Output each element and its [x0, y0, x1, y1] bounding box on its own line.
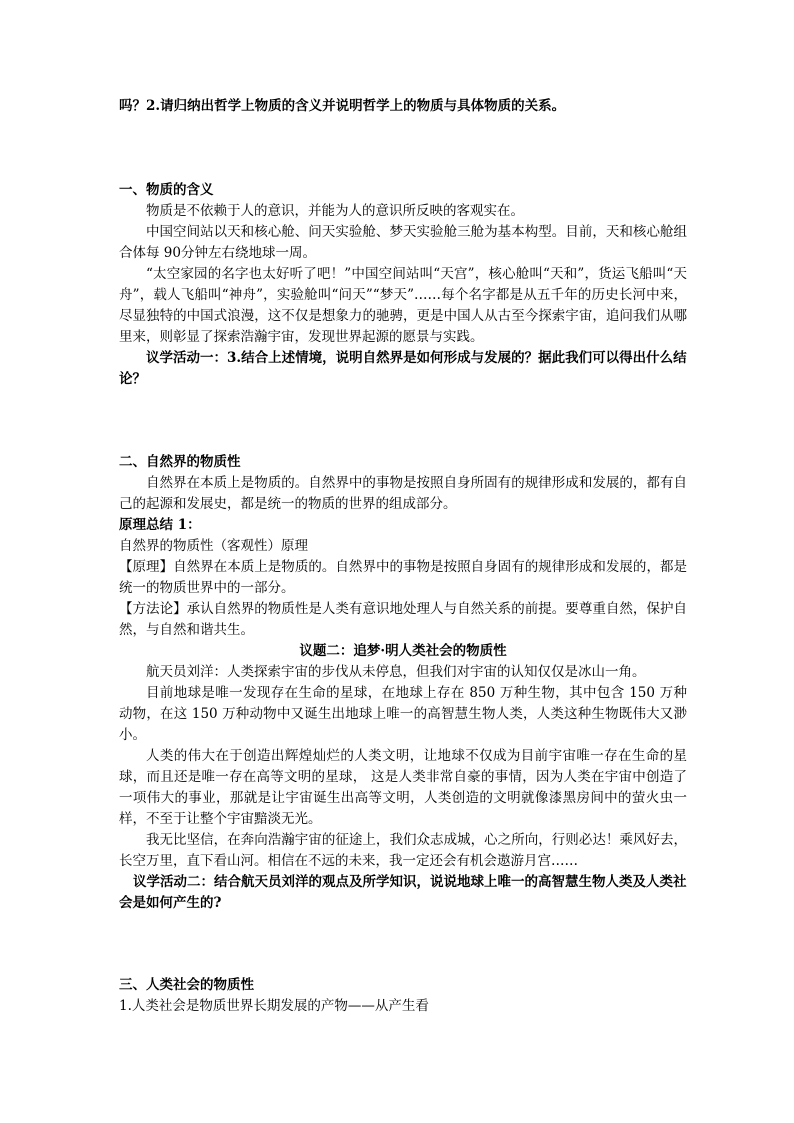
activity-1: 议学活动一：3.结合上述情境，说明自然界是如何形成与发展的？据此我们可以得出什么结论？: [119, 350, 687, 387]
astronaut-quote: 航天员刘洋：人类探索宇宙的步伐从未停息，但我们对宇宙的认知仅仅是冰山一角。: [146, 664, 646, 680]
names-paragraph: “太空家园的名字也太好听了吧！”中国空间站叫“天宫”，核心舱叫“天和”，货运飞船叫“天舟”，载人飞船叫“神舟”，实验舱叫“问天”“梦天”……每个名字都是从五千年的历史长河中来，尽显独特的中国式浪漫，这不仅是想象力的驰骋，更是中国人从古至今探索宇宙，追问我们从哪里来，则彰显了探索浩瀚宇宙，发现世界起源的愿景与实践。: [119, 266, 687, 345]
activity-2: 议学活动二：结合航天员刘洋的观点及所学知识，说说地球上唯一的高智慧生物人类及人类社会是如何产生的?: [119, 874, 687, 911]
answer-space: [119, 914, 687, 975]
earth-life-paragraph: 目前地球是唯一发现存在生命的星球，在地球上存在 850 万种生物，其中包含 150 万种动物，在这 150 万种动物中又诞生出地球上唯一的高智慧生物人类，人类这种生物既伟大又渺小。: [119, 685, 687, 743]
section-1-heading: 一、物质的含义: [119, 182, 214, 198]
principle-name: 自然界的物质性（客观性）原理: [119, 538, 308, 554]
matter-definition: 物质是不依赖于人的意识，并能为人的意识所反映的客观实在。: [146, 203, 524, 219]
civilization-paragraph: 人类的伟大在于创造出辉煌灿烂的人类文明，让地球不仅成为目前宇宙唯一存在生命的星球，而且还是唯一存在高等文明的星球， 这是人类非常自豪的事情，因为人类在宇宙中创造了一项伟大的事业，那就是让宇宙诞生出高等文明，人类创造的文明就像漆黑房间中的萤火虫一样，不至于让整个宇宙黯淡无光。: [119, 748, 687, 827]
answer-space: [119, 390, 687, 452]
belief-paragraph: 我无比坚信，在奔向浩瀚宇宙的征途上，我们众志成城，心之所向，行则必达！乘风好去，长空万里，直下看山河。相信在不远的未来，我一定还会有机会遨游月宫……: [119, 832, 687, 869]
principle-text: 【原理】自然界在本质上是物质的。自然界中的事物是按照自身固有的规律形成和发展的，都是统一的物质世界中的一部分。: [119, 559, 687, 596]
section-2-heading: 二、自然界的物质性: [119, 454, 241, 470]
question-continuation: 吗？2.请归纳出哲学上物质的含义并说明哲学上的物质与具体物质的关系。: [119, 98, 566, 114]
answer-space: [119, 117, 687, 180]
topic-2-title: 议题二：追梦·明人类社会的物质性: [299, 643, 507, 659]
document-page: [119, 96, 687, 1017]
section-3-heading: 三、人类社会的物质性: [119, 977, 254, 993]
methodology-text: 【方法论】承认自然界的物质性是人类有意识地处理人与自然关系的前提。要尊重自然，保护自然，与自然和谐共生。: [119, 601, 687, 638]
space-station-paragraph: 中国空间站以天和核心舱、问天实验舱、梦天实验舱三舱为基本构型。目前，天和核心舱组合体每 90分钟左右绕地球一周。: [119, 224, 687, 261]
nature-paragraph: 自然界在本质上是物质的。自然界中的事物是按照自身所固有的规律形成和发展的，都有自己的起源和发展史，都是统一的物质的世界的组成部分。: [119, 475, 687, 512]
principle-summary-title: 原理总结 1：: [119, 517, 201, 533]
society-point-1: 1.人类社会是物质世界长期发展的产物——从产生看: [119, 998, 429, 1014]
